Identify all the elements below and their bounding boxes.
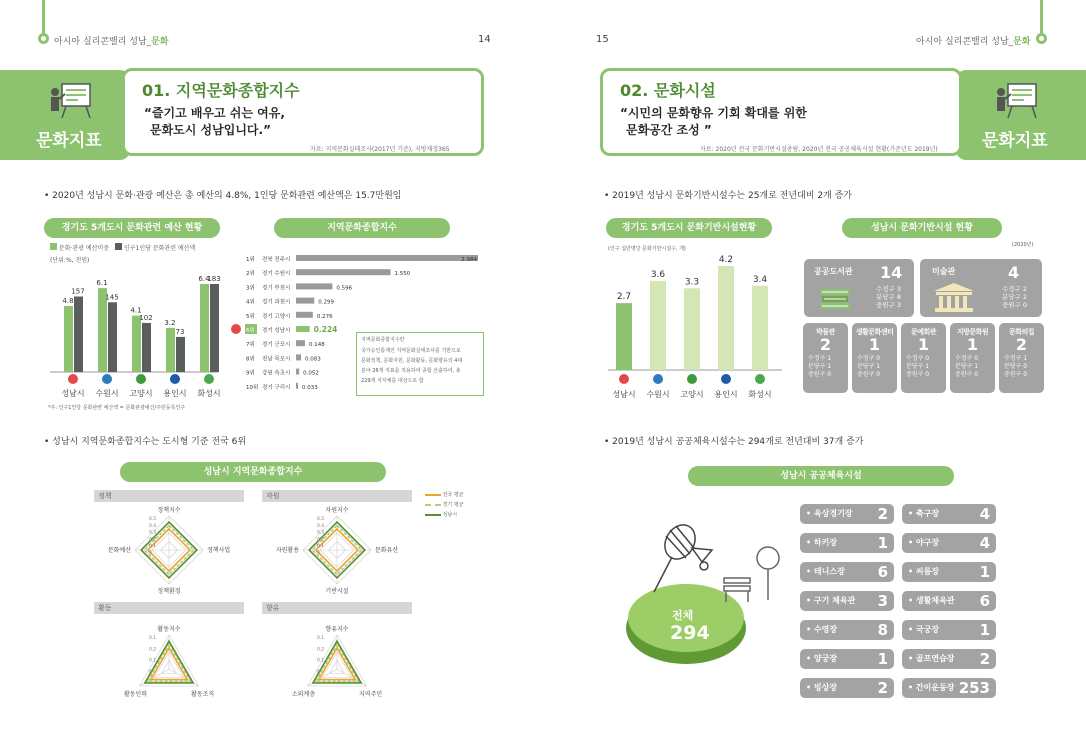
books-icon: [818, 283, 854, 317]
radar-tick: 0.1: [149, 658, 157, 664]
index-note-box: [356, 332, 484, 396]
index-value: 2.984: [461, 257, 477, 263]
radar-legend: [425, 490, 495, 520]
budget-bar-per-capita: [210, 284, 219, 372]
left-bullet-2: • 성남시 지역문화종합지수는 도시형 기준 전국 6위: [44, 437, 247, 447]
facility-category-label: 화성시: [748, 390, 772, 399]
facility-value: 4.2: [718, 255, 734, 265]
sports-facility-count: 253: [958, 679, 990, 697]
budget-label-share: 6.1: [96, 279, 108, 288]
budget-category-label: 용인시: [163, 389, 187, 398]
radar-axis-label: 자원지수: [325, 507, 349, 514]
budget-category-label: 수원시: [95, 389, 119, 398]
sports-facility-item: [800, 504, 894, 524]
facility-detail: 수정구 2: [1002, 285, 1028, 293]
facility-detail: 수정구 1: [808, 355, 832, 362]
radar-axis-label: 활동인력: [123, 691, 148, 698]
facility-bar: [684, 288, 700, 370]
facility-bar: [752, 286, 768, 370]
facility-detail: 중원구 0: [808, 371, 832, 378]
index-rank: 7위: [246, 342, 255, 349]
budget-bar-per-capita: [142, 323, 151, 372]
sports-facility-item: [902, 620, 996, 640]
radar-panel: [262, 602, 412, 712]
sports-facility-name: • 테니스장: [806, 567, 845, 576]
facility-box: [852, 323, 897, 393]
sports-facility-count: 4: [979, 534, 990, 552]
index-rank: 4위: [246, 299, 255, 306]
facility-box-total: 1: [868, 335, 881, 354]
index-bar: [296, 340, 305, 346]
index-note-line: 분야 28개 지표를 적용하여 종합 산출하여, 총: [361, 368, 461, 374]
facility-detail: 수정구 0: [955, 355, 979, 362]
right-source: 자료: 2020년 전국 문화기반시설총람, 2020년 전국 공공체육시설 현황(기준년도 2019년): [700, 146, 938, 153]
budget-bar-per-capita: [176, 337, 185, 372]
budget-svg: [48, 262, 220, 402]
index-bar: [296, 369, 299, 375]
radar-tick: 0.1: [317, 544, 325, 550]
right-header-vline: [1040, 0, 1043, 34]
radar-tick: 0: [317, 551, 320, 556]
facility-detail: 분당구 1: [955, 363, 979, 370]
radar-axis-label: 소외계층: [291, 691, 316, 698]
radar-panel: [94, 490, 244, 600]
budget-label-per-capita: 102: [139, 313, 153, 322]
sports-facility-count: 1: [979, 621, 990, 639]
sports-facility-item: [902, 562, 996, 582]
radar-axis-label: 문화유산: [375, 547, 399, 554]
radar-axis-label: 자원활용: [275, 547, 299, 554]
facility-box-name: 생활문화센터: [855, 328, 894, 336]
presentation-board-icon: [48, 82, 92, 120]
facility-value: 3.3: [684, 277, 700, 288]
index-value: 0.299: [318, 299, 334, 306]
budget-category-label: 고양시: [129, 389, 153, 398]
sports-facility-item: [902, 533, 996, 553]
city-emblem-icon: [755, 374, 765, 384]
facility-box-total: 1: [917, 335, 930, 354]
facility-detail: 분당구 1: [906, 363, 930, 370]
radar-panel-head: 향유: [262, 602, 412, 614]
radar-panel-head: 정책: [94, 490, 244, 502]
index-rank: 8위: [246, 356, 255, 363]
sports-total-value: 294: [670, 622, 710, 644]
facility-bar-chart: [606, 254, 784, 400]
index-bar: [296, 269, 391, 275]
radar-panel-head: 활동: [94, 602, 244, 614]
index-rank: 2위: [246, 271, 255, 278]
budget-category-label: 성남시: [61, 389, 85, 398]
seongnam-facility-year: (2020년): [1012, 242, 1034, 248]
facility-box-name: 지방문화원: [956, 328, 989, 336]
seongnam-emblem-icon: [231, 324, 241, 334]
facility-detail: 중원구 3: [876, 301, 902, 309]
index-region: 경기 성남시: [262, 328, 291, 334]
facility-detail: 수정구 0: [906, 355, 930, 362]
radar-axis-label: 지역주민: [358, 691, 383, 698]
budget-footnote: *주: 인구1인당 문화관련 예산액 = 문화관광예산/주민등록인구: [48, 405, 186, 411]
facility-box-total: 2: [819, 335, 832, 354]
sports-illustration: [620, 520, 790, 670]
facility-box-name: 공공도서관: [814, 267, 853, 276]
radar-tick: 0.4: [317, 523, 325, 529]
museum-building-icon: [932, 281, 976, 317]
radar-axis-label: 활동조직: [190, 691, 215, 698]
index-rank: 9위: [246, 370, 255, 377]
budget-label-share: 4.1: [130, 306, 142, 315]
budget-bar-share: [132, 316, 141, 372]
left-quote-line1: “즐기고 배우고 쉬는 여유,: [144, 106, 285, 120]
left-bullet-1: • 2020년 성남시 문화·관광 예산은 총 예산의 4.8%, 1인당 문화관련 예산액은 15.7만원임: [44, 191, 402, 201]
facility-box: [803, 323, 848, 393]
facility-detail: 분당구 1: [857, 363, 881, 370]
facility-category-label: 고양시: [680, 390, 704, 399]
sports-facility-count: 1: [979, 563, 990, 581]
index-region: 경기 과천시: [262, 299, 291, 306]
facility-detail: 수정구 1: [1004, 355, 1028, 362]
sports-facility-count: 4: [979, 505, 990, 523]
index-region: 경기 고양시: [262, 313, 291, 320]
facility-box-total: 1: [966, 335, 979, 354]
sports-facility-name: • 구기 체육관: [806, 596, 856, 605]
facility-box-name: 문화의집: [1008, 328, 1035, 336]
radar-tick: 0: [317, 670, 320, 675]
index-value: 1.550: [394, 271, 411, 278]
index-rank: 10위: [246, 384, 259, 391]
facility-category-label: 성남시: [612, 390, 636, 399]
sports-facility-item: [800, 562, 894, 582]
radar-tick: 0.2: [149, 537, 157, 543]
radar-svg: [262, 614, 412, 712]
sports-facility-item: [800, 533, 894, 553]
index-value: 0.276: [316, 313, 333, 320]
radar-tick: 0.1: [317, 636, 325, 641]
radar-legend-item: 경기 평균: [425, 500, 495, 510]
facility-detail: 분당구 1: [808, 363, 832, 370]
facility-detail: 수정구 3: [876, 285, 902, 293]
left-header-vline: [42, 0, 45, 34]
city-emblem-icon: [619, 374, 629, 384]
sports-facility-name: • 빙상장: [806, 683, 838, 692]
index-note-line: 문화정책, 문화자원, 문화활동, 문화향유의 4대: [361, 358, 463, 364]
facility-box-name: 박물관: [816, 328, 835, 336]
index-bar: [296, 383, 298, 389]
right-section-title: 02. 문화시설: [620, 81, 716, 100]
index-value: 0.083: [305, 356, 321, 363]
facility-value: 3.6: [650, 269, 666, 280]
index-bar: [296, 312, 313, 318]
budget-bar-chart: [48, 262, 220, 398]
radar-tick: 0.2: [149, 647, 157, 653]
radar-svg: [262, 502, 412, 600]
facility-category-label: 용인시: [714, 390, 738, 399]
radar-tick: 0.5: [149, 517, 157, 522]
index-value: 0.033: [302, 384, 318, 391]
radar-svg: [94, 614, 244, 712]
facility-box-name: 미술관: [932, 267, 956, 276]
sports-facility-item: [800, 678, 894, 698]
left-quote-line2: 문화도시 성남입니다.”: [150, 123, 271, 137]
budget-bar-per-capita: [108, 302, 117, 372]
index-note-title: 지역문화종합지수란: [361, 337, 405, 343]
sports-facility-name: • 축구장: [908, 509, 940, 518]
budget-label-share: 3.2: [164, 319, 176, 327]
budget-label-per-capita: 183: [207, 275, 220, 283]
radar-tick: 0.5: [317, 517, 325, 522]
facility-box-library: [804, 259, 914, 317]
sports-facility-count: 6: [877, 563, 888, 581]
index-note-line: 국가승인통계인 지역문화실태조사를 기반으로: [361, 348, 461, 354]
facility-box-details: [852, 355, 897, 379]
budget-bar-share: [166, 328, 175, 372]
radar-tick: 0.2: [317, 647, 325, 653]
right-page-number: 15: [596, 34, 609, 45]
sports-facility-count: 2: [979, 650, 990, 668]
right-header-dot: [1036, 33, 1047, 44]
sports-facility-name: • 국궁장: [908, 625, 940, 634]
radar-tick: 0: [149, 551, 152, 556]
radar-tick: 0.1: [149, 636, 157, 641]
sports-total-label: 전체: [672, 609, 694, 622]
sports-facility-item: [902, 678, 996, 698]
radar-axis-label: 활동지수: [157, 626, 181, 633]
budget-label-per-capita: 157: [71, 287, 85, 296]
radar-legend-item: 전국 평균: [425, 490, 495, 500]
sports-facility-item: [800, 591, 894, 611]
facility-detail: 분당구 2: [1002, 293, 1028, 301]
radar-tick: 0.3: [149, 530, 157, 536]
radar-tick: 0.3: [317, 530, 325, 536]
facility-box-total: 4: [1008, 263, 1020, 282]
index-bar: [296, 298, 314, 304]
index-value: 0.224: [313, 325, 338, 334]
facility-box-details: [1002, 285, 1027, 309]
index-note-line: 229개 지자체를 대상으로 함: [361, 378, 424, 384]
index-rank: 3위: [246, 285, 255, 292]
facility-box: [950, 323, 995, 393]
budget-category-label: 화성시: [197, 389, 220, 398]
sports-facility-count: 8: [877, 621, 888, 639]
facility-box-details: [901, 355, 946, 379]
budget-bar-per-capita: [74, 297, 83, 372]
city-emblem-icon: [68, 374, 78, 384]
sports-facility-item: [902, 504, 996, 524]
index-region: 경기 구리시: [262, 384, 291, 391]
budget-bar-share: [64, 306, 73, 372]
sports-facility-count: 6: [979, 592, 990, 610]
index-region: 강원 속초시: [262, 370, 291, 377]
city-emblem-icon: [102, 374, 112, 384]
facility-bar: [650, 281, 666, 370]
facility-unit: (인구 십만명당 문화기반시설수, 개): [608, 246, 686, 252]
facility-svg: [606, 254, 784, 402]
facility-box-name: 문예회관: [910, 328, 937, 336]
sports-facility-name: • 수영장: [806, 625, 838, 634]
facility-detail: 분당구 8: [876, 293, 902, 301]
budget-bar-share: [200, 284, 209, 372]
radar-tick: 0.4: [149, 523, 157, 529]
facility-value: 2.7: [616, 292, 632, 303]
sports-facility-name: • 생활체육관: [908, 596, 955, 605]
city-emblem-icon: [204, 374, 214, 384]
facility-box-details: [876, 285, 901, 309]
sports-facility-count: 1: [877, 534, 888, 552]
budget-label-per-capita: 145: [105, 293, 119, 302]
facility-box: [901, 323, 946, 393]
radar-title: 성남시 지역문화종합지수: [120, 462, 386, 482]
facility-detail: 중원구 0: [955, 371, 979, 378]
sports-facility-name: • 씨름장: [908, 567, 940, 576]
city-emblem-icon: [136, 374, 146, 384]
budget-chart-title: 경기도 5개도시 문화관련 예산 현황: [44, 218, 220, 238]
radar-tick: 0.2: [317, 537, 325, 543]
index-bar: [296, 326, 310, 332]
right-bullet-2: • 2019년 성남시 공공체육시설수는 294개로 전년대비 37개 증가: [604, 437, 864, 447]
city-emblem-icon: [170, 374, 180, 384]
radar-axis-label: 향유지수: [325, 626, 349, 633]
city-emblem-icon: [653, 374, 663, 384]
facility-box-details: [803, 355, 848, 379]
radar-tick: 0: [149, 670, 152, 675]
left-header-dot: [38, 33, 49, 44]
right-quote-line1: “시민의 문화향유 기회 확대를 위한: [620, 106, 807, 120]
radar-axis-label: 문화예산: [107, 547, 131, 554]
presentation-board-icon: [994, 82, 1038, 120]
index-region: 경기 수원시: [262, 271, 291, 278]
sports-facility-name: • 골프연습장: [908, 654, 955, 663]
index-rank: 1위: [246, 257, 255, 263]
left-page-number: 14: [478, 34, 491, 45]
sports-facility-name: • 양궁장: [806, 654, 838, 663]
right-header-text: 아시아 실리콘밸리 성남_문화: [916, 37, 1031, 47]
sports-facility-count: 3: [877, 592, 888, 610]
facility-box-details: [999, 355, 1044, 379]
facility-box-total: 2: [1015, 335, 1028, 354]
radar-axis-label: 정책사업: [207, 547, 231, 554]
index-bar: [296, 255, 478, 261]
facility-box-total: 14: [880, 263, 903, 282]
seongnam-facility-title: 성남시 문화기반시설 현황: [842, 218, 1002, 238]
facility-box: [999, 323, 1044, 393]
facility-box-gallery: [920, 259, 1042, 317]
sports-facility-name: • 야구장: [908, 538, 940, 547]
radar-panel: [262, 490, 412, 600]
sports-facility-name: • 간이운동장: [908, 683, 955, 692]
index-bar: [296, 354, 301, 360]
radar-svg: [94, 502, 244, 600]
right-quote-line2: 문화공간 조성 ”: [626, 123, 712, 137]
city-emblem-icon: [687, 374, 697, 384]
sports-facility-item: [800, 649, 894, 669]
sports-facility-count: 2: [877, 505, 888, 523]
index-region: 전남 목포시: [262, 356, 291, 363]
facility-detail: 중원구 0: [857, 371, 881, 378]
radar-axis-label: 기반시설: [325, 588, 349, 595]
budget-unit: (단위:%, 천원): [50, 257, 90, 264]
index-value: 0.596: [336, 285, 353, 292]
right-bullet-1: • 2019년 성남시 문화기반시설수는 25개로 전년대비 2개 증가: [604, 191, 852, 201]
index-region: 경기 부천시: [262, 285, 291, 292]
budget-label-share: 4.8: [62, 297, 74, 305]
index-region: 경기 군포시: [262, 342, 291, 349]
index-value: 0.148: [309, 342, 325, 349]
index-chart-title: 지역문화종합지수: [274, 218, 450, 238]
sports-facility-item: [902, 591, 996, 611]
index-rank: 6위: [246, 328, 255, 334]
left-source: 자료: 지역문화실태조사(2017년 기준), 지방재정365: [310, 146, 450, 153]
facility-bar: [616, 303, 632, 370]
sports-title: 성남시 공공체육시설: [688, 466, 954, 486]
sports-facility-item: [800, 620, 894, 640]
budget-label-per-capita: 73: [175, 327, 185, 336]
index-region: 전북 전주시: [262, 257, 291, 263]
budget-legend: 문화·관광 예산비중 인구1인당 문화관련 예산액: [50, 243, 195, 252]
left-header-text: 아시아 실리콘밸리 성남_문화: [54, 37, 169, 47]
radar-panel-head: 자원: [262, 490, 412, 502]
sports-facility-name: • 하키장: [806, 538, 838, 547]
radar-panel: [94, 602, 244, 712]
left-section-title: 01. 지역문화종합지수: [142, 81, 300, 100]
sports-facility-item: [902, 649, 996, 669]
facility-detail: 분당구 0: [1004, 363, 1028, 370]
index-value: 0.052: [303, 370, 319, 377]
budget-label-share: 6.4: [198, 275, 210, 283]
sports-facility-count: 1: [877, 650, 888, 668]
city-emblem-icon: [721, 374, 731, 384]
radar-axis-label: 정책지수: [157, 507, 181, 514]
facility-bar: [718, 266, 734, 370]
facility-category-label: 수원시: [646, 390, 670, 399]
radar-legend-item: 성남시: [425, 510, 495, 520]
facility-detail: 중원구 0: [1002, 301, 1028, 309]
left-tab-label: 문화지표: [36, 131, 102, 151]
facility-detail: 중원구 0: [906, 371, 930, 378]
index-rank: 5위: [246, 313, 255, 320]
right-tab-label: 문화지표: [982, 131, 1048, 151]
radar-area: [94, 490, 494, 720]
radar-tick: 0.1: [317, 658, 325, 664]
facility-detail: 수정구 0: [857, 355, 881, 362]
facility-detail: 중원구 0: [1004, 371, 1028, 378]
facility-value: 3.4: [752, 274, 768, 285]
index-bar: [296, 283, 332, 289]
facility-chart-title: 경기도 5개도시 문화기반시설현황: [606, 218, 772, 238]
sports-facility-name: • 육상경기장: [806, 509, 853, 518]
facility-box-details: [950, 355, 995, 379]
radar-tick: 0.1: [149, 544, 157, 550]
radar-axis-label: 정책환경: [157, 588, 181, 595]
sports-facility-count: 2: [877, 679, 888, 697]
